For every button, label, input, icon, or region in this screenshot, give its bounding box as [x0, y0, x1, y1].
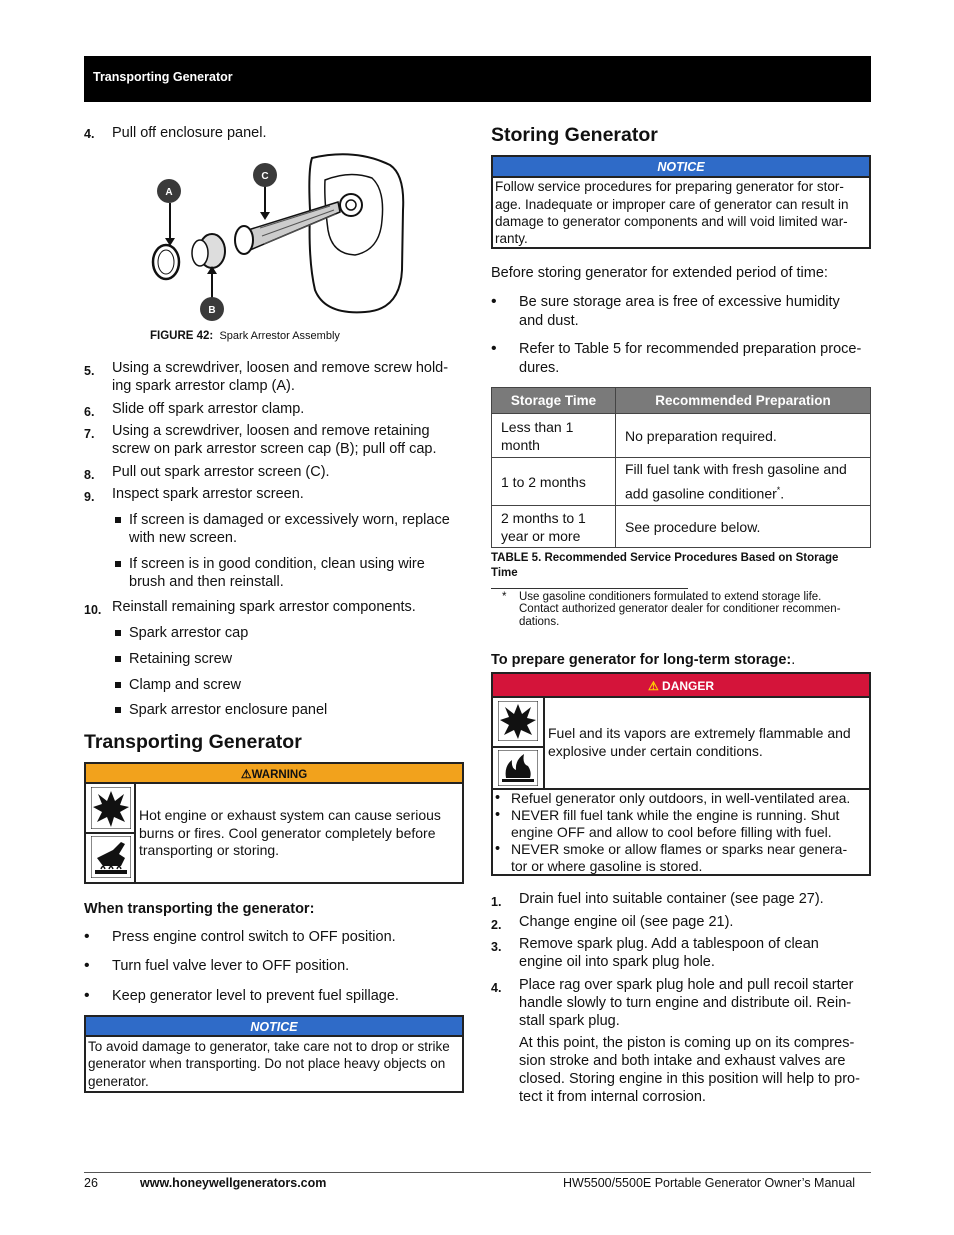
- bullet-text: Spark arrestor enclosure panel: [129, 702, 328, 718]
- hazard-icons: [86, 784, 136, 882]
- table-cell: [616, 506, 871, 548]
- table-header-row: [492, 388, 871, 414]
- danger-bullet: engine OFF and allow to cool before filling with fuel.: [511, 824, 832, 840]
- figure-caption-text: Spark Arrestor Assembly: [219, 330, 340, 342]
- warning-text: transporting or storing.: [139, 842, 280, 858]
- cell-text: 2 months to 1: [501, 509, 586, 526]
- warning-label: WARNING: [251, 769, 308, 781]
- step-text: screw on park arrestor screen cap (B); pull off cap.: [112, 441, 437, 457]
- step-number: 4.: [84, 127, 95, 141]
- notice-box-transport: [84, 1015, 464, 1093]
- step-number: 8.: [84, 468, 95, 482]
- bullet-text: Refer to Table 5 for recommended preparation proce-: [519, 341, 862, 357]
- table-cell: [616, 458, 871, 506]
- step-text: Change engine oil (see page 21).: [519, 914, 734, 930]
- storage-table: [491, 387, 871, 548]
- bullet-dot: •: [491, 293, 497, 310]
- danger-box: [491, 672, 871, 876]
- table-row: [492, 506, 871, 548]
- table-header: Storage Time: [492, 388, 616, 414]
- cell-text: year or more: [501, 527, 581, 544]
- warning-box: [84, 762, 464, 884]
- storing-heading: Storing Generator: [491, 124, 658, 146]
- step-text: engine oil into spark plug hole.: [519, 954, 715, 970]
- when-heading: When transporting the generator:: [84, 901, 315, 917]
- bullet-dot: •: [84, 957, 90, 974]
- warning-text: burns or fires. Cool generator completely before: [139, 825, 436, 841]
- danger-triangle-icon: ⚠: [647, 679, 659, 693]
- footnote-mark: *: [502, 591, 507, 603]
- table-cell: [492, 458, 616, 506]
- bullet-dot: •: [495, 807, 501, 823]
- bullet-text: Clamp and screw: [129, 677, 242, 693]
- danger-bullet: Refuel generator only outdoors, in well-ventilated area.: [511, 790, 851, 806]
- bullet-square: [115, 517, 121, 523]
- figure-caption-label: FIGURE 42:: [150, 330, 214, 342]
- step-text: Pull off enclosure panel.: [112, 125, 267, 141]
- table-caption: Time: [491, 567, 518, 579]
- notice-text: Follow service procedures for preparing generator for stor-: [495, 179, 844, 194]
- bullet-dot: •: [495, 841, 501, 857]
- bullet-text: with new screen.: [129, 530, 237, 546]
- bullet-text: brush and then reinstall.: [129, 574, 284, 590]
- bullet-dot: •: [495, 790, 501, 806]
- notice-text: age. Inadequate or improper care of generator can result in: [495, 197, 849, 212]
- callout-b: B: [208, 305, 216, 316]
- step-text: Place rag over spark plug hole and pull recoil starter: [519, 977, 854, 993]
- step-text: Remove spark plug. Add a tablespoon of clean: [519, 936, 819, 952]
- step-number: 6.: [84, 405, 95, 419]
- notice-text: To avoid damage to generator, take care not to drop or strike: [88, 1039, 450, 1054]
- figure-caption: [150, 329, 340, 343]
- step4-paragraph: closed. Storing engine in this position will help to pro-: [519, 1071, 860, 1087]
- prepare-heading: [491, 651, 795, 669]
- cell-text: 1 to 2 months: [501, 473, 586, 490]
- spark-arrestor-figure: [140, 150, 410, 325]
- cell-text: See procedure below.: [625, 518, 761, 535]
- storing-intro: Before storing generator for extended period of time:: [491, 265, 828, 281]
- bullet-square: [115, 656, 121, 662]
- bullet-text: If screen is damaged or excessively worn, replace: [129, 512, 450, 528]
- step-text: Pull out spark arrestor screen (C).: [112, 464, 330, 480]
- table-row: [492, 414, 871, 458]
- bullet-dot: •: [491, 340, 497, 357]
- step-text: stall spark plug.: [519, 1013, 620, 1029]
- header-bar: [84, 56, 871, 102]
- step-text: Using a screwdriver, loosen and remove retaining: [112, 423, 430, 439]
- step-number: 3.: [491, 940, 502, 954]
- cell-text: .: [780, 485, 785, 502]
- step-number: 4.: [491, 981, 502, 995]
- step-text: Using a screwdriver, loosen and remove screw hold-: [112, 360, 449, 376]
- step-text: Inspect spark arrestor screen.: [112, 486, 304, 502]
- step-number: 7.: [84, 427, 95, 441]
- bullet-square: [115, 707, 121, 713]
- notice-label: NOTICE: [493, 157, 869, 178]
- transport-heading: Transporting Generator: [84, 731, 302, 753]
- cell-text: month: [501, 436, 540, 453]
- explosion-icon: [91, 787, 131, 829]
- footnote-marker: *: [776, 484, 781, 495]
- footnote-text: Contact authorized generator dealer for conditioner recommen-: [519, 603, 841, 615]
- callout-c: C: [261, 171, 269, 182]
- warning-text: Hot engine or exhaust system can cause serious: [139, 807, 441, 823]
- callout-a: A: [165, 187, 173, 198]
- bullet-dot: •: [84, 987, 90, 1004]
- step-number: 5.: [84, 364, 95, 378]
- step-text: Slide off spark arrestor clamp.: [112, 401, 305, 417]
- page-number: 26: [84, 1176, 98, 1190]
- table-cell: [616, 414, 871, 458]
- table-cell: [492, 506, 616, 548]
- notice-text: damage to generator components and will void limited war-: [495, 214, 848, 229]
- warning-header: [86, 764, 462, 784]
- footnote-text: dations.: [519, 616, 560, 628]
- danger-text: explosive under certain conditions.: [548, 743, 763, 759]
- danger-label: DANGER: [662, 679, 715, 693]
- bullet-dot: •: [84, 928, 90, 945]
- step-text: ing spark arrestor clamp (A).: [112, 378, 295, 394]
- hot-surface-hand-icon: [91, 836, 131, 878]
- danger-bullet: tor or where gasoline is stored.: [511, 858, 703, 874]
- step-number: 10.: [84, 603, 102, 617]
- notice-text: ranty.: [495, 231, 528, 246]
- table-row: [492, 458, 871, 506]
- danger-header: [493, 674, 869, 698]
- cell-text: add gasoline conditioner: [625, 485, 777, 502]
- footer-rule: [84, 1172, 871, 1173]
- notice-label: NOTICE: [86, 1017, 462, 1037]
- step-text: Drain fuel into suitable container (see page 27).: [519, 891, 824, 907]
- step-number: 9.: [84, 490, 95, 504]
- footer-website-link[interactable]: www.honeywellgenerators.com: [140, 1176, 327, 1190]
- footer-manual-title: HW5500/5500E Portable Generator Owner’s Manual: [563, 1176, 856, 1190]
- bullet-text: Keep generator level to prevent fuel spillage.: [112, 988, 399, 1004]
- prepare-heading-trail: .: [791, 652, 796, 668]
- bullet-text: Retaining screw: [129, 651, 233, 667]
- step-number: 2.: [491, 918, 502, 932]
- table-cell: [492, 414, 616, 458]
- fire-icon: [498, 750, 538, 786]
- cell-text: Fill fuel tank with fresh gasoline and: [625, 460, 847, 477]
- bullet-text: and dust.: [519, 313, 579, 329]
- danger-text: Fuel and its vapors are extremely flammable and: [548, 725, 851, 741]
- cell-text: No preparation required.: [625, 427, 777, 444]
- danger-icons: [493, 698, 545, 790]
- bullet-text: Spark arrestor cap: [129, 625, 249, 641]
- explosion-icon: [498, 701, 538, 741]
- notice-text: generator when transporting. Do not place heavy objects on: [88, 1056, 446, 1071]
- step-number: 1.: [491, 895, 502, 909]
- bullet-text: dures.: [519, 360, 560, 376]
- danger-bullet: NEVER smoke or allow flames or sparks near genera-: [511, 841, 848, 857]
- bullet-text: If screen is in good condition, clean using wire: [129, 556, 425, 572]
- danger-bullet: NEVER fill fuel tank while the engine is running. Shut: [511, 807, 840, 823]
- step-text: handle slowly to turn engine and distribute oil. Rein-: [519, 995, 852, 1011]
- notice-text: generator.: [88, 1074, 149, 1089]
- bullet-text: Press engine control switch to OFF position.: [112, 929, 396, 945]
- prepare-heading-text: To prepare generator for long-term storage:: [491, 652, 792, 668]
- step4-paragraph: At this point, the piston is coming up on its compres-: [519, 1035, 855, 1051]
- header-title: Transporting Generator: [93, 70, 233, 84]
- bullet-text: Be sure storage area is free of excessive humidity: [519, 294, 840, 310]
- bullet-square: [115, 561, 121, 567]
- step4-paragraph: sion stroke and both intake and exhaust valves are: [519, 1053, 846, 1069]
- step4-paragraph: tect it from internal corrosion.: [519, 1089, 706, 1105]
- footnote-rule: [491, 588, 688, 589]
- cell-text: Less than 1: [501, 418, 574, 435]
- table-caption: TABLE 5. Recommended Service Procedures Based on Storage: [491, 552, 839, 564]
- footnote-text: Use gasoline conditioners formulated to extend storage life.: [519, 591, 822, 603]
- bullet-square: [115, 682, 121, 688]
- bullet-text: Turn fuel valve lever to OFF position.: [112, 958, 350, 974]
- warning-triangle-icon: ⚠: [240, 767, 252, 781]
- table-header: Recommended Preparation: [616, 388, 871, 414]
- notice-box-storing: [491, 155, 871, 249]
- bullet-square: [115, 630, 121, 636]
- step-text: Reinstall remaining spark arrestor components.: [112, 599, 416, 615]
